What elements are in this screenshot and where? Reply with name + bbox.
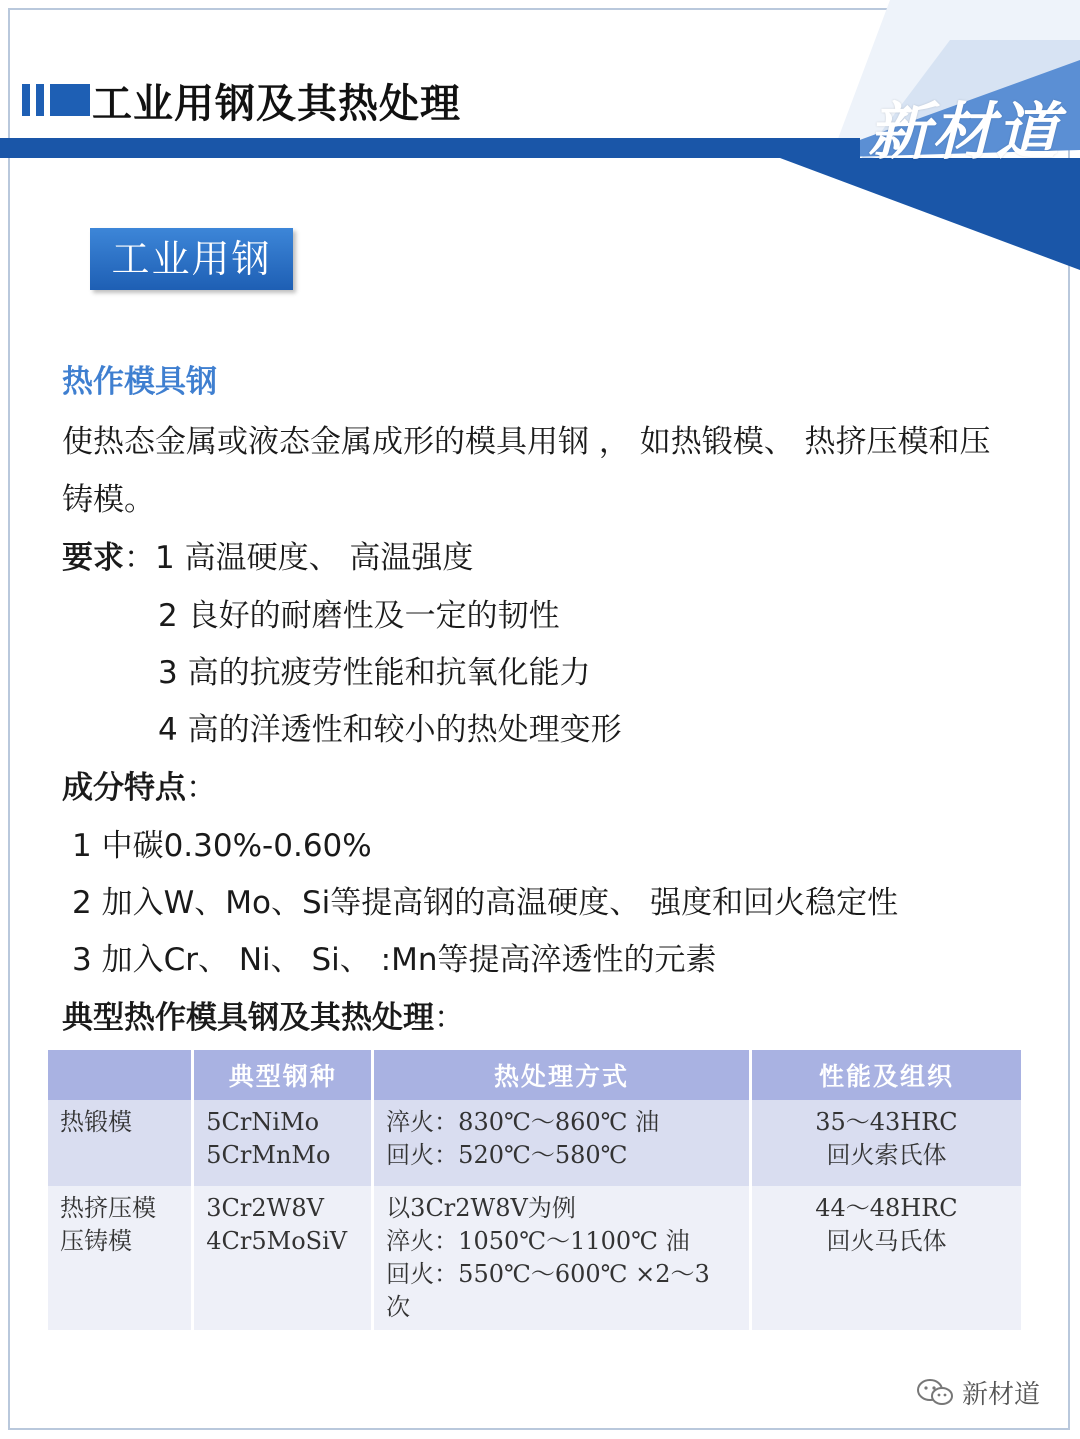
page-title: 工业用钢及其热处理 [92, 81, 461, 127]
table-heading [62, 992, 465, 1037]
requirement-item: 1 高温硬度、 高温强度 [155, 540, 474, 576]
requirement-item: 4 高的洋透性和较小的热处理变形 [158, 712, 622, 748]
intro-line-1: 使热态金属或液态金属成形的模具用钢 ， 如热锻模、 热挤压模和压 [62, 424, 991, 460]
cell-grades: 5CrNiMo 5CrMnMo [193, 1100, 373, 1186]
cell-treatment: 淬火：830℃～860℃ 油 回火：520℃～580℃ [373, 1100, 751, 1186]
requirement-item: 3 高的抗疲劳性能和抗氧化能力 [158, 655, 591, 691]
heat-treatment-table [48, 1050, 1024, 1330]
cell-type: 热锻模 [48, 1100, 193, 1186]
brand-logo: 新材道 [868, 95, 1061, 168]
composition-item: 2 加入W、Mo、Si等提高钢的高温硬度、 强度和回火稳定性 [72, 885, 899, 921]
requirement-item: 2 良好的耐磨性及一定的韧性 [158, 598, 560, 634]
cell-grades: 3Cr2W8V 4Cr5MoSiV [193, 1186, 373, 1330]
wechat-icon [916, 1378, 956, 1412]
cell-properties: 44～48HRC 回火马氏体 [750, 1186, 1022, 1330]
composition-heading [62, 762, 217, 807]
cell-properties: 35～43HRC 回火索氏体 [750, 1100, 1022, 1186]
header-cell-properties: 性能及组织 [750, 1050, 1022, 1100]
composition-colon: ： [186, 770, 217, 806]
footer-label: 新材道 [962, 1380, 1041, 1410]
table-heading-colon: ： [434, 1000, 465, 1036]
table-header-row [48, 1050, 1023, 1100]
requirements-line-1 [62, 532, 473, 577]
section-badge: 工业用钢 [90, 228, 293, 290]
table-row [48, 1100, 1023, 1186]
subheading: 热作模具钢 [62, 364, 217, 400]
table-row [48, 1186, 1023, 1330]
composition-item: 1 中碳0.30%-0.60% [72, 828, 372, 864]
header-cell-grade: 典型钢种 [193, 1050, 373, 1100]
header-cell-type [48, 1050, 193, 1100]
composition-label: 成分特点 [62, 770, 186, 806]
intro-line-2: 铸模。 [62, 482, 155, 518]
cell-treatment: 以3Cr2W8V为例 淬火：1050℃～1100℃ 油 回火：550℃～600℃ ×2～3 次 [373, 1186, 751, 1330]
composition-item: 3 加入Cr、 Ni、 Si、 :Mn等提高淬透性的元素 [72, 942, 717, 978]
requirements-colon: ： [124, 540, 155, 576]
cell-type: 热挤压模 压铸模 [48, 1186, 193, 1330]
header-cell-treatment: 热处理方式 [373, 1050, 751, 1100]
requirements-label: 要求 [62, 540, 124, 576]
header-bar [0, 138, 860, 158]
table-heading-label: 典型热作模具钢及其热处理 [62, 1000, 434, 1036]
